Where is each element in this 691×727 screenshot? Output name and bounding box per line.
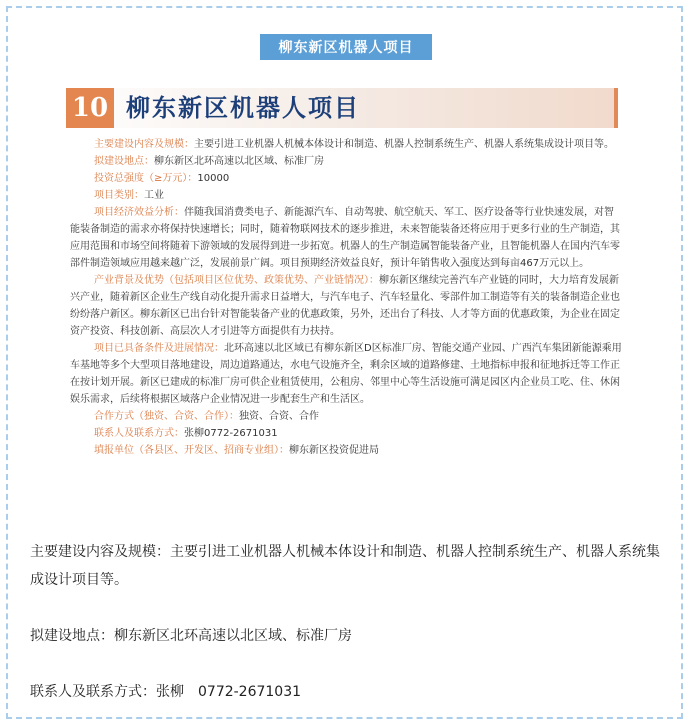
article-text <box>30 538 670 706</box>
section-investment: 投资总强度（≥万元）：10000 <box>94 173 230 184</box>
header-accent-rule <box>614 88 618 128</box>
section-cooperation: 合作方式（独资、合资、合作）：独资、合资、合作 <box>94 411 319 422</box>
section-contact: 联系人及联系方式：张柳0772-2671031 <box>94 428 278 439</box>
doc-body <box>70 136 622 459</box>
project-number: 10 <box>66 88 114 128</box>
doc-header <box>66 88 618 128</box>
section-background: 产业背景及优势（包括项目区位优势、政策优势、产业链情况）：柳东新区继续完善汽车产业链的同时，大力培育发展新兴产业，随着新区企业生产线自动化提升需求日益增大，与汽车电子、汽车轻量化、零部件加工制造等有关的装备制造企业也纷纷落户新区。柳东新区已出台针对智能装备产业的优惠政策，另外，还出台了科技、人才等方面的优惠政策，为企业在固定资产投资、科技创新、高层次人才引进等方面提供有力扶持。 <box>70 275 620 337</box>
section-location: 拟建设地点：柳东新区北环高速以北区域、标准厂房 <box>94 156 324 167</box>
section-unit: 填报单位（各县区、开发区、招商专业组）：柳东新区投资促进局 <box>94 445 379 456</box>
section-economics: 项目经济效益分析：伴随我国消费类电子、新能源汽车、自动驾驶、航空航天、军工、医疗设备等行业快速发展，对智能装备制造的需求亦将保持快速增长；同时，随着物联网技术的逐步推进，未来智能装备还将应用于更多行业的生产制造，其应用范围和市场空间将随着下游领域的发展得到进一步拓宽。机器人的生产制造属智能装备产业，且智能机器人在国内汽车零部件制造领域应用越来越广泛，发展前景广阔。项目预期经济效益良好，预计年销售收入强度达到每亩467万元以上。 <box>70 207 620 269</box>
project-title: 柳东新区机器人项目 <box>126 93 360 122</box>
article-paragraph-scale: 主要建设内容及规模：主要引进工业机器人机械本体设计和制造、机器人控制系统生产、机器人系统集成设计项目等。 <box>30 544 660 588</box>
section-conditions: 项目已具备条件及进展情况：北环高速以北区域已有柳东新区D区标准厂房、智能交通产业园、广西汽车集团新能源乘用车基地等多个大型项目落地建设，周边道路通达，水电气设施齐全，剩余区域的道路修建、土地指标申报和征地拆迁等工作正在按计划开展。新区已建成的标准厂房可供企业租赁使用，公租房、邻里中心等生活设施可满足园区内企业员工吃、住、休闲娱乐需求，后续将根据区域落户企业情况进一步配套生产和生活区。 <box>70 343 622 405</box>
project-document <box>66 76 626 522</box>
article-paragraph-contact: 联系人及联系方式：张柳 0772-2671031 <box>30 684 302 700</box>
section-category: 项目类别：工业 <box>94 190 164 201</box>
article-paragraph-location: 拟建设地点：柳东新区北环高速以北区域、标准厂房 <box>30 628 352 644</box>
section-scale: 主要建设内容及规模：主要引进工业机器人机械本体设计和制造、机器人控制系统生产、机器人系统集成设计项目等。 <box>94 139 614 150</box>
banner-title: 柳东新区机器人项目 <box>260 34 432 60</box>
